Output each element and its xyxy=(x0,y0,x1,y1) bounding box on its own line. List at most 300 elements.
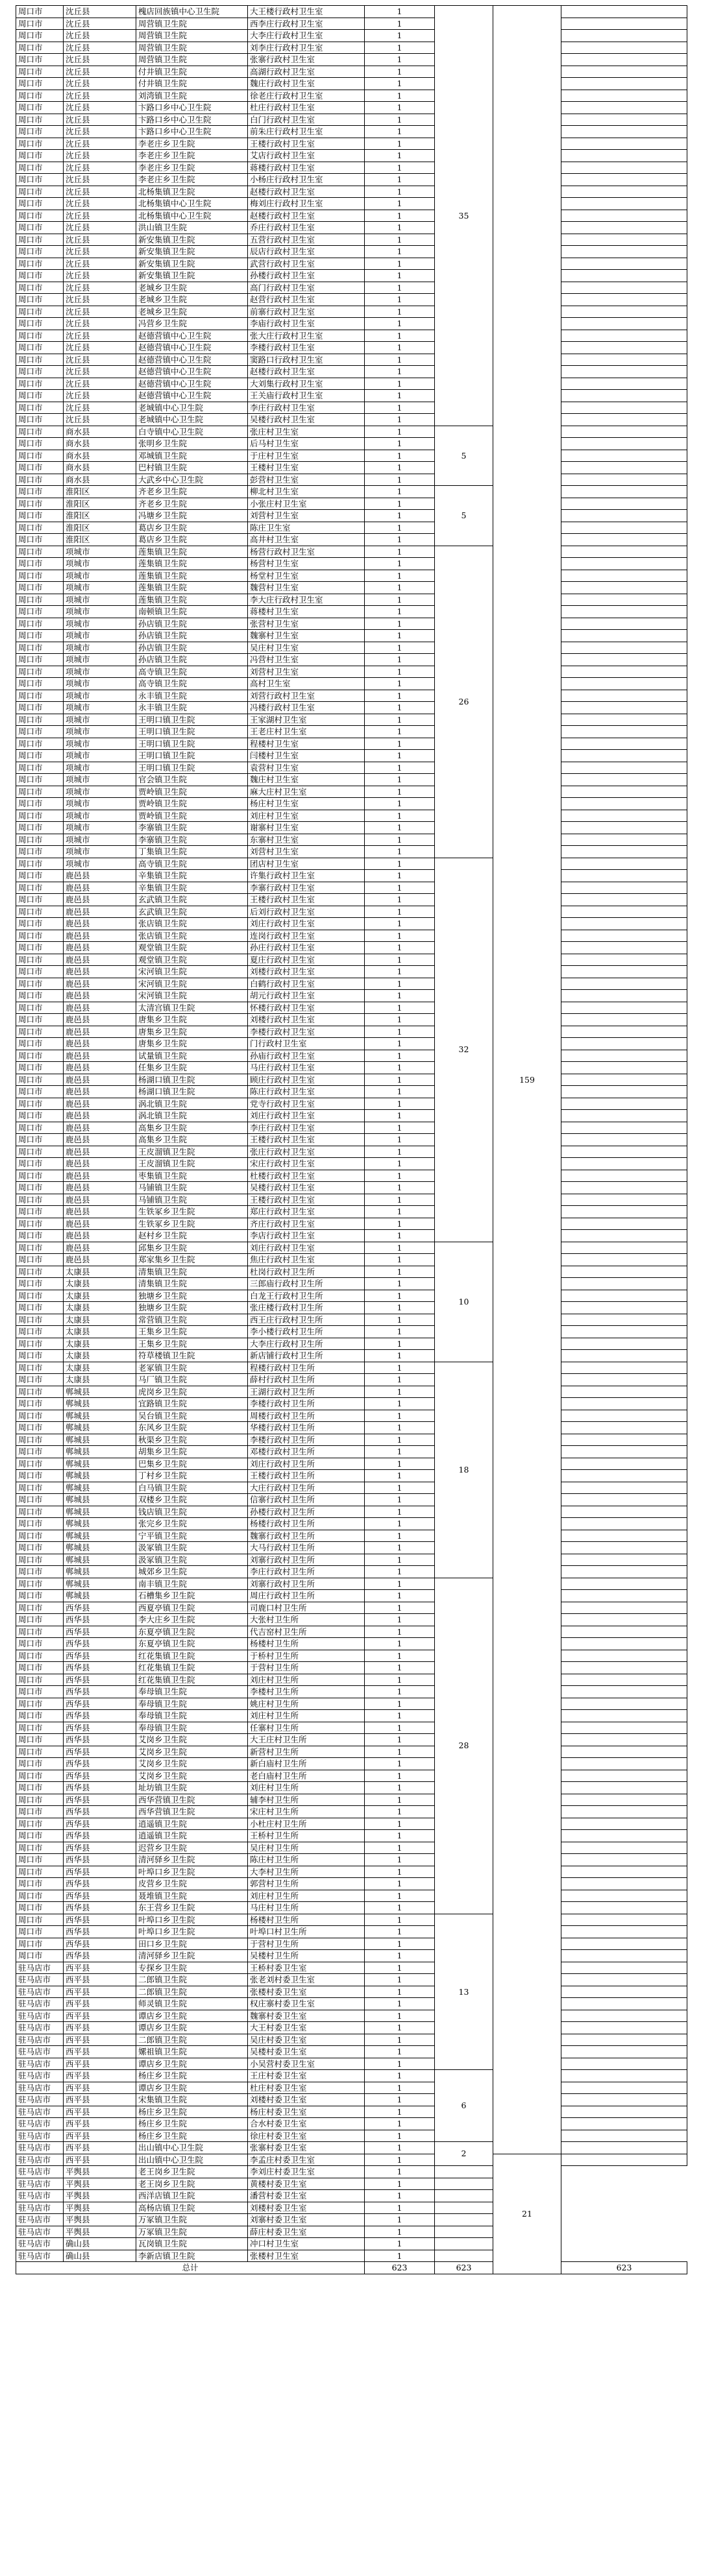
specialty-cell xyxy=(561,1242,687,1254)
clinic-cell: 杨庄村委卫生室 xyxy=(248,2106,365,2118)
city-cell: 驻马店市 xyxy=(16,2106,64,2118)
city-cell: 周口市 xyxy=(16,1746,64,1758)
hospital-cell: 万冢镇卫生院 xyxy=(136,2226,248,2238)
quota-cell: 1 xyxy=(365,942,435,954)
table-row xyxy=(16,354,687,366)
table-row xyxy=(16,1782,687,1794)
quota-cell: 1 xyxy=(365,1794,435,1806)
clinic-cell: 孙楼行政村卫生所 xyxy=(248,1506,365,1518)
county-cell: 沈丘县 xyxy=(64,246,136,258)
county-cell: 西华县 xyxy=(64,1650,136,1662)
clinic-cell: 杜庄村委卫生室 xyxy=(248,2082,365,2094)
specialty-cell xyxy=(561,1914,687,1926)
county-cell: 太康县 xyxy=(64,1338,136,1350)
clinic-cell: 吴庄村委卫生室 xyxy=(248,2034,365,2046)
county-cell: 项城市 xyxy=(64,570,136,582)
clinic-cell: 大李庄行政村卫生室 xyxy=(248,30,365,42)
specialty-cell xyxy=(561,294,687,306)
quota-cell: 1 xyxy=(365,1218,435,1230)
hospital-cell: 艾岗乡卫生院 xyxy=(136,1746,248,1758)
total-value: 623 xyxy=(435,2262,493,2274)
quota-cell: 1 xyxy=(365,1986,435,1998)
quota-cell: 1 xyxy=(365,1302,435,1314)
specialty-cell xyxy=(561,558,687,570)
clinic-cell: 小张庄村卫生室 xyxy=(248,498,365,510)
clinic-cell: 于营村卫生所 xyxy=(248,1662,365,1674)
county-cell: 西平县 xyxy=(64,2118,136,2130)
specialty-cell xyxy=(561,1950,687,1962)
table-row xyxy=(16,438,687,450)
clinic-cell: 李庙行政村卫生室 xyxy=(248,318,365,330)
clinic-cell: 白门行政村卫生室 xyxy=(248,114,365,126)
specialty-cell xyxy=(561,330,687,342)
quota-cell: 1 xyxy=(365,810,435,822)
table-row xyxy=(16,66,687,78)
clinic-cell: 吴庄村卫生室 xyxy=(248,642,365,654)
county-cell: 西华县 xyxy=(64,1674,136,1686)
hospital-cell: 王明口镇卫生院 xyxy=(136,726,248,738)
quota-cell: 1 xyxy=(365,1326,435,1338)
quota-cell: 1 xyxy=(365,1758,435,1770)
city-cell: 周口市 xyxy=(16,1890,64,1902)
county-cell: 鹿邑县 xyxy=(64,1218,136,1230)
clinic-cell: 胡元行政村卫生室 xyxy=(248,990,365,1002)
county-cell: 项城市 xyxy=(64,726,136,738)
table-row xyxy=(16,366,687,378)
specialty-cell xyxy=(561,858,687,870)
county-cell: 沈丘县 xyxy=(64,366,136,378)
table-row xyxy=(16,2058,687,2070)
table-row xyxy=(16,1074,687,1086)
hospital-cell: 贾岭镇卫生院 xyxy=(136,798,248,810)
table-row xyxy=(16,1026,687,1038)
specialty-cell xyxy=(561,2154,687,2166)
quota-cell: 1 xyxy=(365,2130,435,2142)
city-cell: 驻马店市 xyxy=(16,1962,64,1974)
clinic-cell: 李孟庄村委卫生室 xyxy=(248,2154,365,2166)
quota-cell: 1 xyxy=(365,1698,435,1710)
city-cell: 驻马店市 xyxy=(16,2070,64,2082)
hospital-cell: 赵德营镇中心卫生院 xyxy=(136,390,248,402)
clinic-cell: 孙楼行政村卫生室 xyxy=(248,270,365,282)
city-cell: 周口市 xyxy=(16,438,64,450)
allocation-table xyxy=(16,5,687,2274)
quota-cell: 1 xyxy=(365,126,435,138)
hospital-cell: 谭店乡卫生院 xyxy=(136,2010,248,2022)
quota-cell: 1 xyxy=(365,1230,435,1242)
hospital-cell: 南丰镇卫生院 xyxy=(136,1578,248,1590)
hospital-cell: 高寺镇卫生院 xyxy=(136,666,248,678)
quota-cell: 1 xyxy=(365,774,435,786)
table-row xyxy=(16,414,687,426)
clinic-cell: 孙庄行政村卫生室 xyxy=(248,942,365,954)
county-cell: 郸城县 xyxy=(64,1590,136,1602)
clinic-cell: 杨堂村卫生室 xyxy=(248,570,365,582)
specialty-cell xyxy=(561,186,687,198)
city-cell: 驻马店市 xyxy=(16,2058,64,2070)
county-cell: 郸城县 xyxy=(64,1578,136,1590)
quota-cell: 1 xyxy=(365,1338,435,1350)
city-cell: 周口市 xyxy=(16,30,64,42)
clinic-cell: 周楼行政村卫生所 xyxy=(248,1410,365,1422)
quota-cell: 1 xyxy=(365,474,435,486)
table-row xyxy=(16,1530,687,1542)
city-cell: 周口市 xyxy=(16,1326,64,1338)
table-row xyxy=(16,762,687,774)
city-cell: 周口市 xyxy=(16,882,64,894)
table-row xyxy=(16,1038,687,1050)
county-cell: 鹿邑县 xyxy=(64,1038,136,1050)
county-cell: 确山县 xyxy=(64,2238,136,2250)
quota-cell: 1 xyxy=(365,1266,435,1278)
county-cell: 西华县 xyxy=(64,1950,136,1962)
specialty-cell xyxy=(561,1878,687,1890)
specialty-cell xyxy=(561,54,687,66)
hospital-cell: 莲集镇卫生院 xyxy=(136,582,248,594)
table-row xyxy=(16,1902,687,1914)
county-cell: 西华县 xyxy=(64,1926,136,1938)
county-cell: 平舆县 xyxy=(64,2226,136,2238)
city-cell: 驻马店市 xyxy=(16,2010,64,2022)
county-cell: 鹿邑县 xyxy=(64,1050,136,1062)
specialty-cell xyxy=(561,474,687,486)
quota-cell: 1 xyxy=(365,1554,435,1566)
county-total-cell: 13 xyxy=(435,1914,493,2070)
table-row xyxy=(16,126,687,138)
quota-cell: 1 xyxy=(365,342,435,354)
clinic-cell: 邓楼行政村卫生所 xyxy=(248,1446,365,1458)
table-row xyxy=(16,1878,687,1890)
specialty-cell xyxy=(561,1134,687,1146)
city-cell: 周口市 xyxy=(16,546,64,558)
hospital-cell: 邓城镇卫生院 xyxy=(136,450,248,462)
table-row xyxy=(16,2142,687,2154)
county-cell: 项城市 xyxy=(64,690,136,702)
specialty-cell xyxy=(561,2058,687,2070)
city-cell: 周口市 xyxy=(16,1866,64,1878)
specialty-cell xyxy=(561,342,687,354)
quota-cell: 1 xyxy=(365,1782,435,1794)
hospital-cell: 李老庄乡卫生院 xyxy=(136,138,248,150)
city-cell: 周口市 xyxy=(16,930,64,942)
table-row xyxy=(16,546,687,558)
specialty-cell xyxy=(561,654,687,666)
county-cell: 西华县 xyxy=(64,1878,136,1890)
clinic-cell: 王桥村委卫生室 xyxy=(248,1962,365,1974)
quota-cell: 1 xyxy=(365,258,435,270)
specialty-cell xyxy=(561,1794,687,1806)
hospital-cell: 南顿镇卫生院 xyxy=(136,606,248,618)
quota-cell: 1 xyxy=(365,2154,435,2166)
city-cell: 周口市 xyxy=(16,630,64,642)
hospital-cell: 奉母镇卫生院 xyxy=(136,1710,248,1722)
clinic-cell: 魏寨行政村卫生所 xyxy=(248,1530,365,1542)
quota-cell: 1 xyxy=(365,786,435,798)
quota-cell: 1 xyxy=(365,1422,435,1434)
county-cell: 项城市 xyxy=(64,546,136,558)
table-row xyxy=(16,1326,687,1338)
clinic-cell: 杨营行政村卫生室 xyxy=(248,546,365,558)
quota-cell: 1 xyxy=(365,1590,435,1602)
clinic-cell: 魏营村卫生室 xyxy=(248,582,365,594)
hospital-cell: 李大庄乡卫生院 xyxy=(136,1614,248,1626)
clinic-cell: 张楼村卫生室 xyxy=(248,2250,365,2262)
city-cell: 周口市 xyxy=(16,6,64,18)
city-cell: 驻马店市 xyxy=(16,2238,64,2250)
specialty-cell xyxy=(561,726,687,738)
county-cell: 确山县 xyxy=(64,2250,136,2262)
quota-cell: 1 xyxy=(365,1842,435,1854)
table-row xyxy=(16,1362,687,1374)
table-row xyxy=(16,138,687,150)
city-cell: 周口市 xyxy=(16,1158,64,1170)
clinic-cell: 刘庄行政村卫生室 xyxy=(248,1110,365,1122)
city-cell: 驻马店市 xyxy=(16,2142,64,2154)
clinic-cell: 前寨行政村卫生室 xyxy=(248,306,365,318)
hospital-cell: 观堂镇卫生院 xyxy=(136,942,248,954)
quota-cell: 1 xyxy=(365,2106,435,2118)
specialty-cell xyxy=(561,2106,687,2118)
specialty-cell xyxy=(561,18,687,30)
hospital-cell: 高集乡卫生院 xyxy=(136,1134,248,1146)
city-cell: 周口市 xyxy=(16,1530,64,1542)
table-row xyxy=(16,246,687,258)
county-cell: 项城市 xyxy=(64,762,136,774)
county-cell: 沈丘县 xyxy=(64,114,136,126)
hospital-cell: 冯塘乡卫生院 xyxy=(136,510,248,522)
table-row xyxy=(16,426,687,438)
hospital-cell: 瓦岗镇卫生院 xyxy=(136,2238,248,2250)
quota-cell: 1 xyxy=(365,1674,435,1686)
clinic-cell: 冯营村卫生室 xyxy=(248,654,365,666)
specialty-cell xyxy=(561,1050,687,1062)
county-cell: 西华县 xyxy=(64,1626,136,1638)
clinic-cell: 陈庄村卫生所 xyxy=(248,1854,365,1866)
specialty-cell xyxy=(561,774,687,786)
table-row xyxy=(16,2082,687,2094)
specialty-cell xyxy=(561,1962,687,1974)
specialty-cell xyxy=(561,1302,687,1314)
hospital-cell: 东风乡卫生院 xyxy=(136,1422,248,1434)
clinic-cell: 刘营村卫生室 xyxy=(248,846,365,858)
specialty-cell xyxy=(561,42,687,54)
table-row xyxy=(16,522,687,534)
hospital-cell: 老城镇中心卫生院 xyxy=(136,414,248,426)
clinic-cell: 赵楼行政村卫生室 xyxy=(248,186,365,198)
city-cell: 周口市 xyxy=(16,678,64,690)
city-cell: 周口市 xyxy=(16,1470,64,1482)
quota-cell: 1 xyxy=(365,162,435,174)
quota-cell: 1 xyxy=(365,1278,435,1290)
county-cell: 郸城县 xyxy=(64,1518,136,1530)
clinic-cell: 王楼行政村卫生室 xyxy=(248,894,365,906)
city-cell: 周口市 xyxy=(16,1098,64,1110)
clinic-cell: 魏庄行政村卫生室 xyxy=(248,78,365,90)
county-total-cell: 35 xyxy=(435,6,493,426)
table-row xyxy=(16,282,687,294)
city-cell: 周口市 xyxy=(16,1062,64,1074)
table-row xyxy=(16,1278,687,1290)
specialty-cell xyxy=(561,1434,687,1446)
clinic-cell: 刘庄村卫生室 xyxy=(248,810,365,822)
specialty-cell xyxy=(561,1350,687,1362)
specialty-cell xyxy=(561,606,687,618)
clinic-cell: 王楼行政村卫生所 xyxy=(248,1470,365,1482)
specialty-cell xyxy=(561,1422,687,1434)
city-cell: 周口市 xyxy=(16,1302,64,1314)
clinic-cell: 辅李村卫生所 xyxy=(248,1794,365,1806)
quota-cell: 1 xyxy=(365,1518,435,1530)
quota-cell: 1 xyxy=(365,1410,435,1422)
table-row xyxy=(16,1794,687,1806)
clinic-cell: 潘营村委卫生室 xyxy=(248,2190,365,2202)
specialty-cell xyxy=(561,1374,687,1386)
city-cell: 周口市 xyxy=(16,1686,64,1698)
table-row xyxy=(16,1386,687,1398)
table-row xyxy=(16,1806,687,1818)
quota-cell: 1 xyxy=(365,1038,435,1050)
hospital-cell: 刘湾镇卫生院 xyxy=(136,90,248,102)
table-row xyxy=(16,1470,687,1482)
clinic-cell: 杜楼行政村卫生室 xyxy=(248,1170,365,1182)
clinic-cell: 刘庄村卫生所 xyxy=(248,1890,365,1902)
city-cell: 周口市 xyxy=(16,1446,64,1458)
hospital-cell: 西华营镇卫生院 xyxy=(136,1806,248,1818)
specialty-cell xyxy=(561,1206,687,1218)
clinic-cell: 张寨行政村卫生室 xyxy=(248,54,365,66)
table-row xyxy=(16,306,687,318)
county-cell: 鹿邑县 xyxy=(64,894,136,906)
quota-cell: 1 xyxy=(365,294,435,306)
clinic-cell: 李楼村卫生所 xyxy=(248,1686,365,1698)
county-cell: 鹿邑县 xyxy=(64,1158,136,1170)
city-cell: 周口市 xyxy=(16,462,64,474)
quota-cell: 1 xyxy=(365,330,435,342)
table-row xyxy=(16,966,687,978)
city-cell: 周口市 xyxy=(16,354,64,366)
specialty-cell xyxy=(561,1590,687,1602)
hospital-cell: 清河驿乡卫生院 xyxy=(136,1854,248,1866)
table-row xyxy=(16,1518,687,1530)
specialty-cell xyxy=(561,198,687,210)
quota-cell: 1 xyxy=(365,558,435,570)
quota-cell: 1 xyxy=(365,2250,435,2262)
county-cell: 鹿邑县 xyxy=(64,1002,136,1014)
hospital-cell: 迟营乡卫生院 xyxy=(136,1842,248,1854)
table-row xyxy=(16,390,687,402)
clinic-cell: 程楼行政村卫生所 xyxy=(248,1362,365,1374)
quota-cell: 1 xyxy=(365,570,435,582)
specialty-cell xyxy=(561,510,687,522)
table-row xyxy=(16,1722,687,1734)
city-cell: 周口市 xyxy=(16,522,64,534)
specialty-cell xyxy=(561,1530,687,1542)
city-cell: 周口市 xyxy=(16,906,64,918)
city-cell: 周口市 xyxy=(16,402,64,414)
specialty-cell xyxy=(561,1038,687,1050)
hospital-cell: 巴村镇卫生院 xyxy=(136,462,248,474)
clinic-cell: 刘庄行政村卫生室 xyxy=(248,918,365,930)
specialty-cell xyxy=(561,942,687,954)
clinic-cell: 李楼行政村卫生室 xyxy=(248,1026,365,1038)
clinic-cell: 大王庄村卫生所 xyxy=(248,1734,365,1746)
clinic-cell: 连岗行政村卫生室 xyxy=(248,930,365,942)
county-cell: 郸城县 xyxy=(64,1482,136,1494)
quota-cell: 1 xyxy=(365,678,435,690)
quota-cell: 1 xyxy=(365,894,435,906)
city-cell: 周口市 xyxy=(16,1026,64,1038)
quota-cell: 1 xyxy=(365,1350,435,1362)
quota-cell: 1 xyxy=(365,2166,435,2178)
quota-cell: 1 xyxy=(365,966,435,978)
county-cell: 鹿邑县 xyxy=(64,1062,136,1074)
table-row xyxy=(16,2070,687,2082)
hospital-cell: 老冢镇卫生院 xyxy=(136,1362,248,1374)
table-row xyxy=(16,2130,687,2142)
specialty-cell xyxy=(561,2130,687,2142)
specialty-cell xyxy=(561,642,687,654)
city-cell: 周口市 xyxy=(16,810,64,822)
clinic-cell: 张庄村卫生室 xyxy=(248,426,365,438)
city-cell: 周口市 xyxy=(16,390,64,402)
county-cell: 鹿邑县 xyxy=(64,1146,136,1158)
hospital-cell: 贾岭镇卫生院 xyxy=(136,810,248,822)
specialty-cell xyxy=(561,1398,687,1410)
clinic-cell: 吴楼村卫生所 xyxy=(248,1950,365,1962)
hospital-cell: 王明口镇卫生院 xyxy=(136,738,248,750)
quota-cell: 1 xyxy=(365,6,435,18)
county-cell: 项城市 xyxy=(64,558,136,570)
specialty-cell xyxy=(561,1830,687,1842)
hospital-cell: 老城乡卫生院 xyxy=(136,306,248,318)
city-cell: 周口市 xyxy=(16,1914,64,1926)
hospital-cell: 艾岗乡卫生院 xyxy=(136,1758,248,1770)
hospital-cell: 二郎镇卫生院 xyxy=(136,1974,248,1986)
quota-cell: 1 xyxy=(365,1458,435,1470)
hospital-cell: 卞路口乡中心卫生院 xyxy=(136,114,248,126)
clinic-cell: 薛庄村委卫生室 xyxy=(248,2226,365,2238)
specialty-cell xyxy=(561,1446,687,1458)
county-cell: 沈丘县 xyxy=(64,54,136,66)
table-row xyxy=(16,726,687,738)
county-cell: 平舆县 xyxy=(64,2190,136,2202)
table-row xyxy=(16,678,687,690)
quota-cell: 1 xyxy=(365,102,435,114)
specialty-cell xyxy=(561,534,687,546)
city-cell: 周口市 xyxy=(16,1722,64,1734)
county-cell: 项城市 xyxy=(64,750,136,762)
quota-cell: 1 xyxy=(365,186,435,198)
hospital-cell: 艾岗乡卫生院 xyxy=(136,1770,248,1782)
county-cell: 沈丘县 xyxy=(64,342,136,354)
city-cell: 周口市 xyxy=(16,990,64,1002)
specialty-cell xyxy=(561,690,687,702)
clinic-cell: 刘庄村卫生所 xyxy=(248,1674,365,1686)
hospital-cell: 新安集镇卫生院 xyxy=(136,270,248,282)
quota-cell: 1 xyxy=(365,1194,435,1206)
clinic-cell: 张庄楼行政村卫生所 xyxy=(248,1302,365,1314)
county-cell: 鹿邑县 xyxy=(64,906,136,918)
clinic-cell: 柳北村卫生室 xyxy=(248,486,365,498)
quota-cell: 1 xyxy=(365,1950,435,1962)
quota-cell: 1 xyxy=(365,2226,435,2238)
table-row xyxy=(16,618,687,630)
specialty-cell xyxy=(561,1326,687,1338)
county-cell: 西华县 xyxy=(64,1734,136,1746)
table-row xyxy=(16,198,687,210)
table-row xyxy=(16,666,687,678)
county-cell: 西平县 xyxy=(64,2130,136,2142)
